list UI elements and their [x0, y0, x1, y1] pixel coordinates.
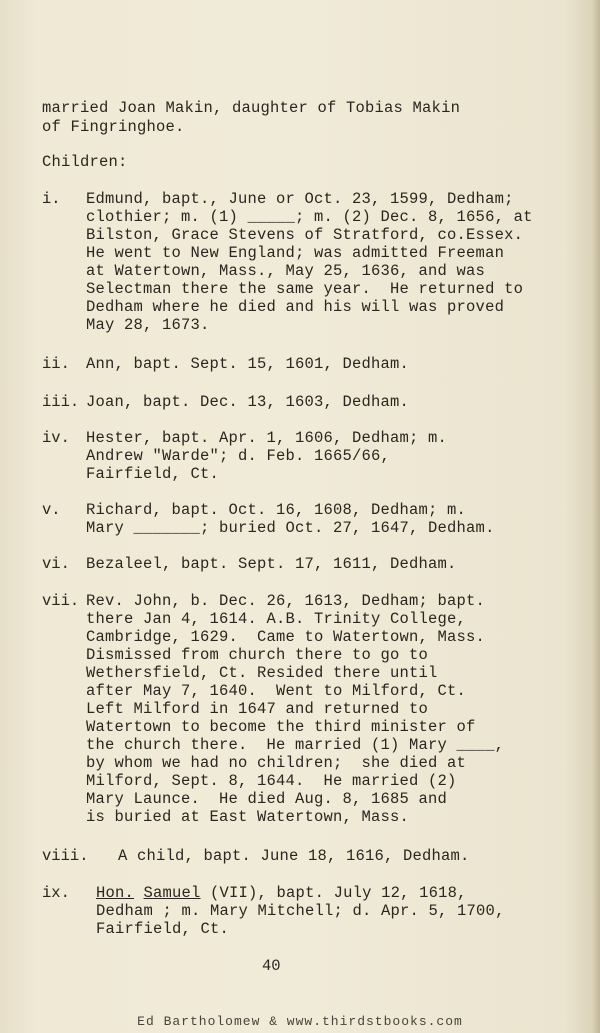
entry-text-rest: (VII), bapt. July 12, 1618,: [200, 884, 467, 902]
entry-number: iv.: [42, 429, 70, 447]
entry-number: ii.: [42, 355, 70, 373]
entry-first-line: [96, 884, 467, 902]
entry-text-line: Left Milford in 1647 and returned to: [86, 700, 429, 718]
entry-text-line: Ann, bapt. Sept. 15, 1601, Dedham.: [86, 355, 410, 373]
entry-text-line: Bilston, Grace Stevens of Stratford, co.Essex.: [86, 226, 524, 244]
entry-text-line: Mary _______; buried Oct. 27, 1647, Dedham.: [86, 519, 495, 537]
entry-text-line: Mary Launce. He died Aug. 8, 1685 and: [86, 790, 448, 808]
footer-credit: Ed Bartholomew & www.thirdstbooks.com: [137, 1014, 463, 1029]
intro-line-1: married Joan Makin, daughter of Tobias Makin: [42, 99, 461, 117]
entry-text-line: at Watertown, Mass., May 25, 1636, and was: [86, 262, 486, 280]
underlined-name: Samuel: [143, 884, 201, 902]
entry-text-line: Joan, bapt. Dec. 13, 1603, Dedham.: [86, 393, 410, 411]
entry-text-line: Cambridge, 1629. Came to Watertown, Mass.: [86, 628, 486, 646]
entry-text-line: Selectman there the same year. He returned to: [86, 280, 524, 298]
entry-text-line: Andrew "Warde"; d. Feb. 1665/66,: [86, 447, 391, 465]
entry-number: vi.: [42, 555, 70, 573]
entry-number: v.: [42, 501, 61, 519]
entry-text-line: A child, bapt. June 18, 1616, Dedham.: [118, 847, 470, 865]
entry-text-line: Hester, bapt. Apr. 1, 1606, Dedham; m.: [86, 429, 448, 447]
entry-number: vii.: [42, 592, 80, 610]
entry-text-line: by whom we had no children; she died at: [86, 754, 467, 772]
entry-text-line: Bezaleel, bapt. Sept. 17, 1611, Dedham.: [86, 555, 457, 573]
entry-text-line: clothier; m. (1) _____; m. (2) Dec. 8, 1656, at: [86, 208, 533, 226]
entry-text-line: there Jan 4, 1614. A.B. Trinity College,: [86, 610, 467, 628]
underlined-title: Hon.: [96, 884, 135, 902]
entry-number: viii.: [42, 847, 89, 865]
entry-number: ix.: [42, 884, 70, 902]
entry-number: iii.: [42, 393, 80, 411]
page-edge-shadow: [592, 0, 600, 1033]
entry-text-line: Dedham where he died and his will was proved: [86, 298, 505, 316]
entry-text-line: Edmund, bapt., June or Oct. 23, 1599, Dedham;: [86, 190, 514, 208]
entry-text-line: Richard, bapt. Oct. 16, 1608, Dedham; m.: [86, 501, 467, 519]
entry-number: i.: [42, 190, 61, 208]
entry-text-line: Milford, Sept. 8, 1644. He married (2): [86, 772, 457, 790]
entry-text-line: He went to New England; was admitted Freeman: [86, 244, 505, 262]
entry-text-line: is buried at East Watertown, Mass.: [86, 808, 410, 826]
children-heading: Children:: [42, 153, 128, 171]
page-number: 40: [262, 957, 281, 975]
entry-text-line: Fairfield, Ct.: [86, 465, 220, 483]
entry-text-line: May 28, 1673.: [86, 316, 210, 334]
entry-text-line: Dismissed from church there to go to: [86, 646, 429, 664]
entry-text-line: Dedham ; m. Mary Mitchell; d. Apr. 5, 1700,: [96, 902, 505, 920]
entry-text-line: Wethersfield, Ct. Resided there until: [86, 664, 438, 682]
entry-text-line: Fairfield, Ct.: [96, 920, 230, 938]
entry-text-line: after May 7, 1640. Went to Milford, Ct.: [86, 682, 467, 700]
entry-text-line: the church there. He married (1) Mary ____,: [86, 736, 505, 754]
entry-text-line: Watertown to become the third minister of: [86, 718, 476, 736]
entry-text-line: Rev. John, b. Dec. 26, 1613, Dedham; bapt.: [86, 592, 486, 610]
intro-line-2: of Fingringhoe.: [42, 118, 185, 136]
